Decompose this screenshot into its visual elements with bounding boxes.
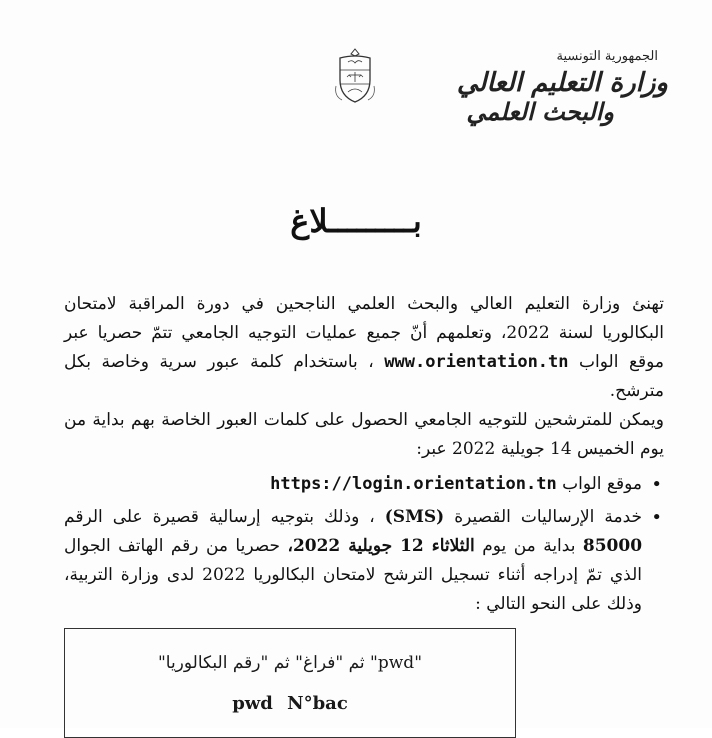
ministry-research: والبحث العلمي — [466, 97, 614, 126]
republic-name: الجمهورية التونسية — [556, 49, 658, 64]
bullet-2-text-d: حصريا من رقم الهاتف الجوال الذي تمّ إدراجه أثناء تسجيل الترشح لامتحان البكالوريا 2022 لدى وزارة التربية، — [64, 536, 642, 585]
orientation-site-link[interactable]: www.orientation.tn — [384, 352, 569, 372]
sms-format-example: pwd N°bac — [232, 693, 348, 714]
sms-number: 85000 — [582, 536, 643, 556]
letterhead — [448, 48, 668, 126]
paragraph-1 — [64, 290, 664, 406]
bullet-list — [64, 470, 664, 619]
list-item — [64, 470, 642, 499]
login-site-link[interactable]: https://login.orientation.tn — [270, 474, 557, 494]
bullet-2-text-c: بداية من يوم — [482, 536, 576, 556]
sms-format-box — [64, 628, 516, 738]
bullet-2-text-b: ، وذلك بتوجيه إرسالية قصيرة على الرقم — [64, 507, 375, 527]
sms-format-description: "pwd" ثم "فراغ" ثم "رقم البكالوريا" — [157, 653, 423, 673]
announcement-body — [64, 290, 664, 623]
paragraph-2: ويمكن للمترشحين للتوجيه الجامعي الحصول على كلمات العبور الخاصة بهم بداية من يوم الخميس 14 جويلية 2022 عبر: — [64, 410, 664, 459]
paragraph-1-text: تهنئ وزارة التعليم العالي والبحث العلمي الناجحين في دورة المراقبة لامتحان البكالوريا لسنة 2022، وتعلمهم أنّ جميع عمليات التوجيه الجامعي تتمّ حصريا عبر موقع الواب — [64, 294, 665, 372]
announcement-title: بـــــــــلاغ — [290, 202, 422, 240]
sms-start-date: الثلاثاء 12 جويلية 2022، — [287, 536, 475, 556]
sms-label: (SMS) — [384, 507, 445, 527]
bullet-2-text-a: خدمة الإرساليات القصيرة — [454, 507, 643, 527]
paragraph-1-end: ، باستخدام كلمة عبور سرية وخاصة بكل مترشح. — [64, 352, 664, 401]
tunisia-coat-of-arms-icon — [330, 46, 380, 106]
ministry-name: وزارة التعليم العالي — [456, 68, 668, 98]
list-item — [64, 503, 642, 619]
bullet-2-text-e: وذلك على النحو التالي : — [475, 594, 642, 614]
bullet-1-prefix: موقع الواب — [562, 474, 642, 494]
